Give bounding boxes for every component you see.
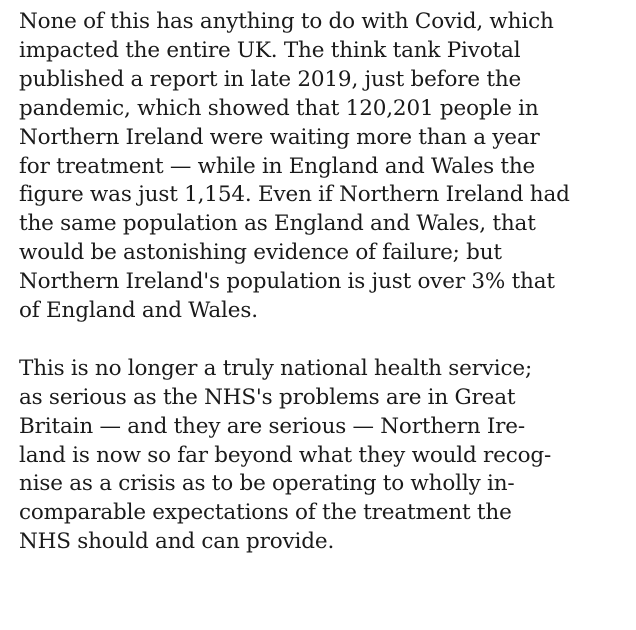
- text-line: published a report in late 2019, just before the: [19, 66, 522, 92]
- text-line: Northern Ireland's population is just over 3% that: [19, 269, 555, 295]
- text-line: of England and Wales.: [19, 298, 258, 324]
- text-line: This is no longer a truly national health service;: [19, 355, 533, 381]
- text-line: impacted the entire UK. The think tank Pivotal: [19, 37, 521, 63]
- text-line: for treatment — while in England and Wales the: [19, 153, 536, 179]
- article-body: [19, 8, 629, 557]
- text-line: figure was just 1,154. Even if Northern Ireland had: [19, 182, 570, 208]
- text-line: land is now so far beyond what they would recog-: [19, 442, 552, 468]
- text-line: as serious as the NHS's problems are in Great: [19, 384, 516, 410]
- paragraph-covid-waiting-lists: [19, 8, 629, 326]
- text-line: NHS should and can provide.: [19, 529, 335, 555]
- paragraph-national-health-service: [19, 355, 629, 557]
- text-line: pandemic, which showed that 120,201 people in: [19, 95, 539, 121]
- text-line: Northern Ireland were waiting more than a year: [19, 124, 540, 150]
- text-line: Britain — and they are serious — Northern Ire-: [19, 413, 525, 439]
- text-line: None of this has anything to do with Covid, which: [19, 9, 554, 34]
- text-line: nise as a crisis as to be operating to wholly in-: [19, 471, 515, 497]
- text-line: the same population as England and Wales, that: [19, 211, 536, 237]
- text-line: comparable expectations of the treatment the: [19, 500, 512, 526]
- text-line: would be astonishing evidence of failure; but: [19, 240, 502, 266]
